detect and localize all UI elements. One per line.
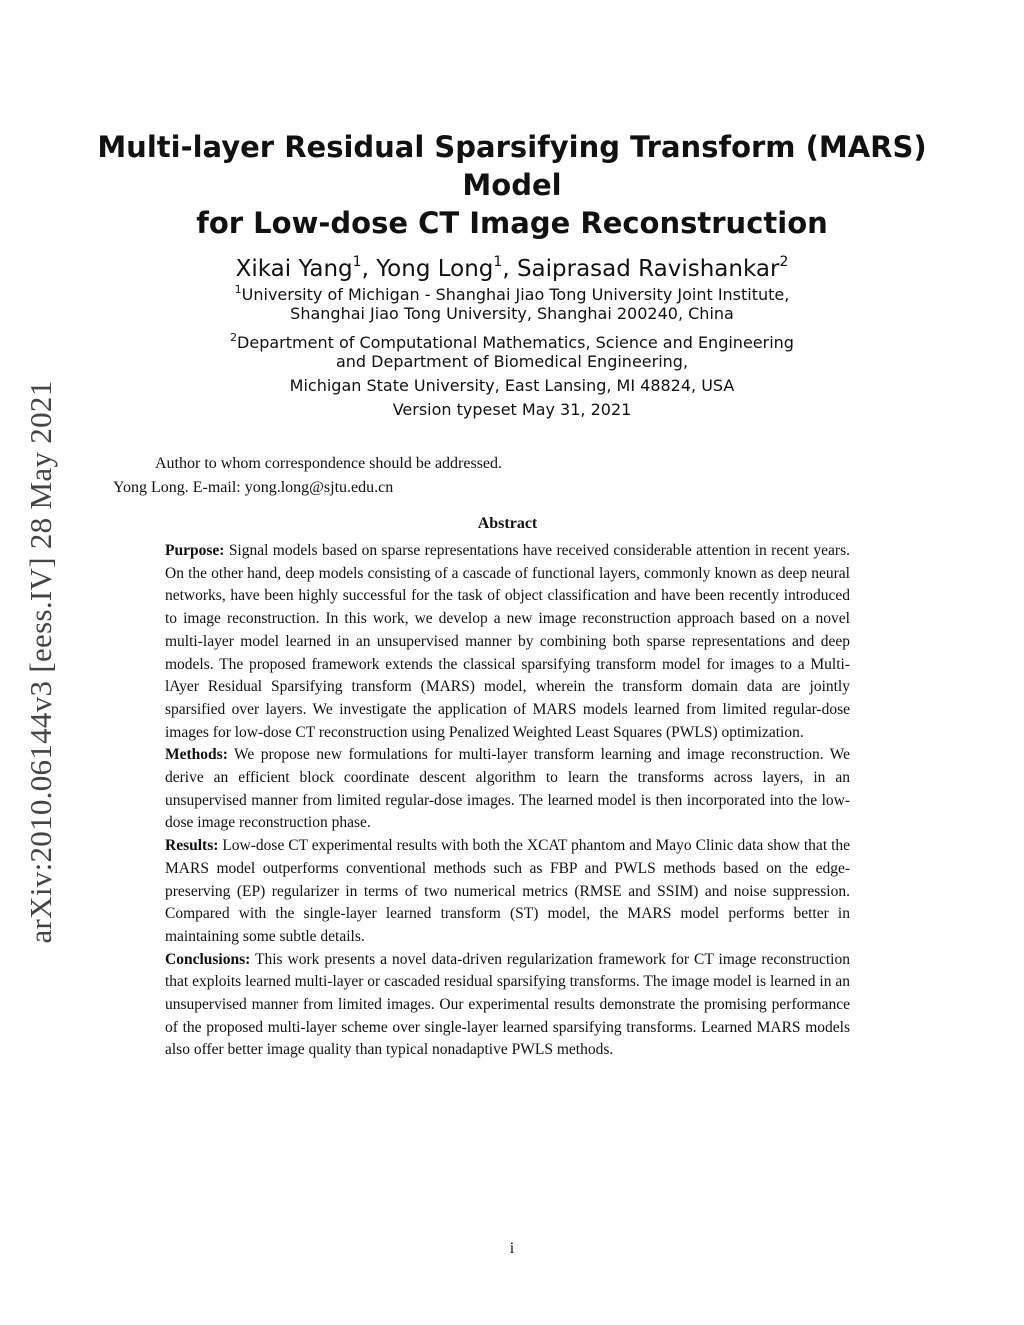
- version-typeset: Version typeset May 31, 2021: [392, 400, 632, 419]
- arxiv-stamp: arXiv:2010.06144v3 [eess.IV] 28 May 2021: [23, 380, 58, 944]
- author: Xikai Yang$^1$: [235, 254, 362, 282]
- title-line-2: for Low-dose CT Image Reconstruction: [196, 206, 828, 240]
- correspondence: [113, 452, 502, 500]
- abstract-results: Results: Low-dose CT experimental results with both the XCAT phantom and Mayo Clinic data show that the MARS model outperforms conventional methods such as FBP and PWLS methods based on the edge-preserving (EP) regularizer in terms of two numerical metrics (RMSE and SSIM) and noise suppression. Compared with the single-layer learned transform (ST) model, the MARS model performs better in maintaining some subtle details.: [165, 837, 850, 945]
- correspondence-email: Yong Long. E-mail: yong.long@sjtu.edu.cn: [113, 479, 394, 496]
- affiliations: [100, 278, 924, 422]
- paper-title: [90, 128, 934, 242]
- author-list: Xikai Yang$^1$, Yong Long$^1$, Saiprasad Ravishankar$^2$: [235, 254, 789, 282]
- affiliation-2-line-3: Michigan State University, East Lansing, MI 48824, USA: [289, 376, 735, 395]
- title-line-1: Multi-layer Residual Sparsifying Transform (MARS) Model: [97, 130, 927, 202]
- section-label: Results:: [165, 837, 219, 855]
- abstract-conclusions: Conclusions: This work presents a novel data-driven regularization framework for CT image reconstruction that exploits learned multi-layer or cascaded residual sparsifying transforms. The image model is learned in an unsupervised manner from limited images. Our experimental results demonstrate the promising performance of the proposed multi-layer scheme over single-layer learned sparsifying transforms. Learned MARS models also offer better image quality than typical nonadaptive PWLS methods.: [165, 950, 850, 1059]
- page-number: i: [509, 1240, 515, 1257]
- author: Saiprasad Ravishankar$^2$: [516, 254, 789, 282]
- abstract-methods: Methods: We propose new formulations for multi-layer transform learning and image reconstruction. We derive an efficient block coordinate descent algorithm to learn the transforms across layers, in an unsupervised manner from limited regular-dose images. The learned model is then incorporated into the low-dose image reconstruction phase.: [165, 746, 850, 832]
- affiliation-1-line-2: Shanghai Jiao Tong University, Shanghai 200240, China: [290, 304, 734, 323]
- author: Yong Long$^1$: [376, 254, 503, 282]
- affiliation-2-line-2: and Department of Biomedical Engineering,: [335, 352, 689, 371]
- section-label: Purpose:: [165, 542, 225, 559]
- abstract-body: [165, 540, 850, 1062]
- abstract-purpose: Purpose: Signal models based on sparse representations have received considerable attention in recent years. On the other hand, deep models consisting of a cascade of functional layers, commonly known as deep neural networks, have been highly successful for the task of object classification and have been recently introduced to image reconstruction. In this work, we develop a new image reconstruction approach based on a novel multi-layer model learned in an unsupervised manner by combining both sparse representations and deep models. The proposed framework extends the classical sparsifying transform model for images to a Multi-lAyer Residual Sparsifying transform (MARS) model, wherein the transform domain data are jointly sparsified over layers. We investigate the application of MARS models learned from limited regular-dose images for low-dose CT reconstruction using Penalized Weighted Least Squares (PWLS) optimization.: [165, 542, 850, 741]
- abstract-heading: Abstract: [477, 515, 538, 532]
- section-label: Methods:: [165, 746, 228, 764]
- affiliation-2-line-1: $^2$Department of Computational Mathematics, Science and Engineering: [230, 331, 794, 352]
- correspondence-note: Author to whom correspondence should be addressed.: [155, 455, 503, 472]
- section-label: Conclusions:: [165, 950, 251, 968]
- affiliation-1-line-1: $^1$University of Michigan - Shanghai Jiao Tong University Joint Institute,: [234, 283, 790, 304]
